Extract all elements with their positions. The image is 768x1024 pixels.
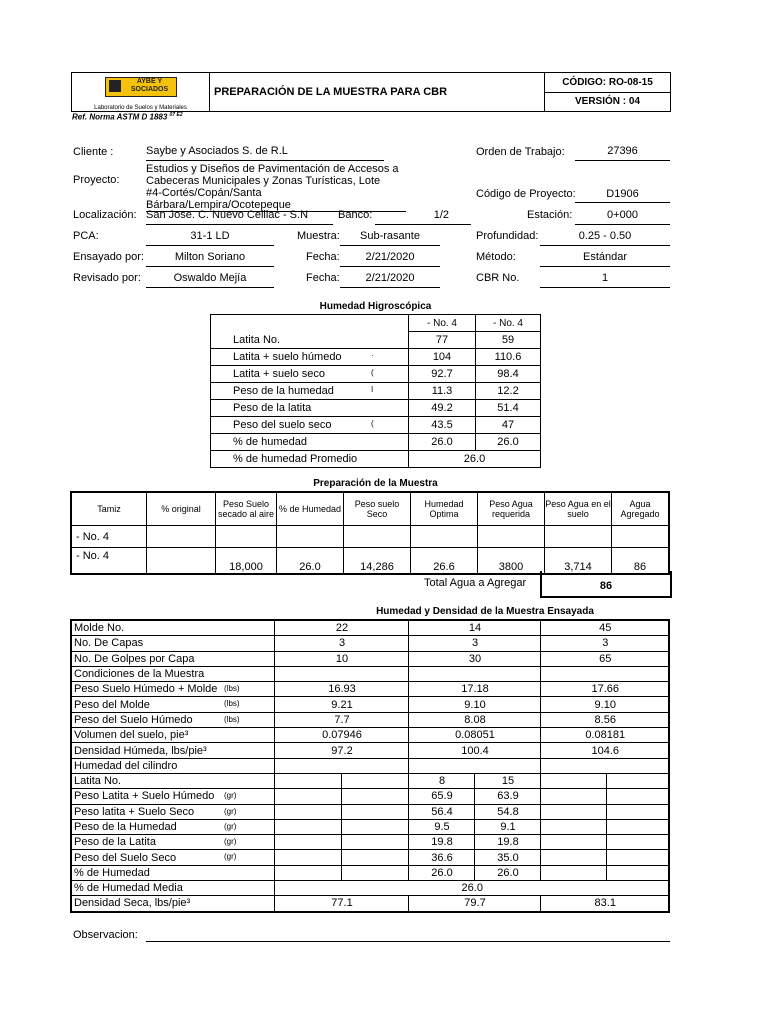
dens-seca-row: Densidad Seca, lbs/pie³ 77.1 79.7 83.1 [71, 896, 669, 912]
fecha-value-2: 2/21/2020 [340, 272, 440, 288]
codigo-value: D1906 [575, 188, 670, 203]
dens-row: Peso del Molde (lbs) 9.21 9.10 9.10 [71, 697, 669, 712]
cliente-value: Saybe y Asociados S. de R.L [146, 145, 384, 161]
orden-label: Orden de Trabajo: [476, 146, 565, 158]
dens-split-row: Peso Latita + Suelo Húmedo (gr) 65.9 63.9 [71, 789, 669, 804]
metodo-value: Estándar [540, 251, 670, 267]
muestra-label: Muestra: [297, 230, 340, 242]
banco-value: 1/2 [375, 209, 471, 225]
dens-split-row: Peso de la Latita (gr) 19.8 19.8 [71, 835, 669, 850]
dens-split-row: Latita No. 8 15 [71, 773, 669, 788]
prep-title: Preparación de la Muestra [313, 478, 438, 489]
dens-split-row: Peso latita + Suelo Seco (gr) 56.4 54.8 [71, 804, 669, 819]
loc-label: Localización: [73, 209, 137, 221]
dens-media-row: % de Humedad Media 26.0 [71, 881, 669, 896]
dens-split-row: % de Humedad 26.0 26.0 [71, 865, 669, 880]
document-title: PREPARACIÓN DE LA MUESTRA PARA CBR [210, 73, 545, 112]
humedad-promedio-value: 26.0 [409, 451, 541, 468]
dens-split-row: Peso del Suelo Seco (gr) 36.6 35.0 [71, 850, 669, 865]
proyecto-label: Proyecto: [73, 174, 120, 186]
observacion-label: Observacion: [73, 929, 138, 941]
revisado-label: Revisado por: [73, 272, 141, 284]
humedad-promedio-label: % de humedad Promedio [211, 451, 409, 468]
dens-row: Molde No. 22 14 45 [71, 620, 669, 636]
metodo-label: Método: [476, 251, 516, 263]
cliente-label: Cliente : [73, 146, 114, 158]
dens-row: Peso del Suelo Húmedo (lbs) 7.7 8.08 8.56 [71, 712, 669, 727]
dens-row: No. De Capas 3 3 3 [71, 636, 669, 651]
muestra-value: Sub-rasante [340, 230, 440, 246]
dens-row: Densidad Húmeda, lbs/pie³ 97.2 100.4 104.6 [71, 743, 669, 758]
estacion-label: Estación: [527, 209, 573, 221]
revisado-value: Oswaldo Mejía [146, 272, 274, 288]
dens-row: Volumen del suelo, pie³ 0.07946 0.08051 0.08181 [71, 728, 669, 743]
prof-label: Profundidad: [476, 230, 539, 242]
ensayado-label: Ensayado por: [73, 251, 144, 263]
dens-row: Humedad del cilindro [71, 758, 669, 773]
humedad-table: - No. 4 - No. 4 Latita No. 77 59 Latita + suelo húmedo · 104 110.6 Latita + suelo seco ( 92.7 98.4 Peso de la humedad I 11.3 12.2 Peso de la latita 49.2 51.4 Peso del suelo seco ( 43.5 47 % de humedad 26.0 26.0 % de humedad Promedio 26.0 [210, 314, 541, 468]
logo-cell [72, 73, 210, 112]
fecha-label-2: Fecha: [306, 272, 340, 284]
fecha-value-1: 2/21/2020 [340, 251, 440, 267]
document-code: CÓDIGO: RO-08-15 [545, 73, 671, 93]
banco-label: Banco: [338, 209, 373, 221]
dens-row: Condiciones de la Muestra [71, 666, 669, 681]
humedad-title: Humedad Higroscópica [319, 301, 432, 312]
loc-value: San Jose. C. Nuevo Celilac - S.N [146, 209, 333, 225]
humedad-col-2: - No. 4 [476, 315, 541, 332]
header-table [71, 72, 671, 112]
cbr-value: 1 [540, 272, 670, 288]
codigo-label: Código de Proyecto: [476, 188, 576, 200]
total-agua-label: Total Agua a Agregar [424, 577, 527, 589]
document-version: VERSIÓN : 04 [545, 92, 671, 112]
reference-norm: Ref. Norma ASTM D 1883 $^{07 E2}$ [72, 112, 183, 122]
cbr-label: CBR No. [476, 272, 520, 284]
proyecto-value: Estudios y Diseños de Pavimentación de Accesos a Cabeceras Municipales y Zonas Turísticas, Lote #4-Cortés/Copán/Santa Bárbara/Lempira/Ocotepeque [146, 163, 406, 212]
prof-value: 0.25 - 0.50 [540, 230, 670, 246]
dens-table [70, 619, 670, 913]
prep-table: Tamiz % original Peso Suelo secado al aire % de Humedad Peso suelo Seco Humedad Optima Peso Agua requerida Peso Agua en el suelo Agua Agregado - No. 4 - No. 4 18,000 26.0 14,286 26.6 3800 3,714 86 [70, 491, 670, 575]
total-agua-value: 86 [540, 571, 672, 598]
ensayado-value: Milton Soriano [146, 251, 274, 267]
orden-value: 27396 [575, 145, 670, 161]
lab-name: Laboratorio de Suelos y Materiales [94, 105, 187, 111]
pca-label: PCA: [73, 230, 99, 242]
dens-split-row: Peso de la Humedad (gr) 9.5 9.1 [71, 819, 669, 834]
estacion-value: 0+000 [575, 209, 670, 225]
fecha-label-1: Fecha: [306, 251, 340, 263]
dens-title: Humedad y Densidad de la Muestra Ensayada [376, 606, 594, 617]
observacion-line[interactable] [146, 941, 670, 942]
dens-row: Peso Suelo Húmedo + Molde (lbs) 16.93 17.18 17.66 [71, 682, 669, 697]
pca-value: 31-1 LD [146, 230, 274, 246]
humedad-col-1: - No. 4 [409, 315, 476, 332]
dens-row: No. De Golpes por Capa 10 30 65 [71, 651, 669, 666]
company-logo: AYBE Y SOCIADOS [105, 77, 177, 97]
